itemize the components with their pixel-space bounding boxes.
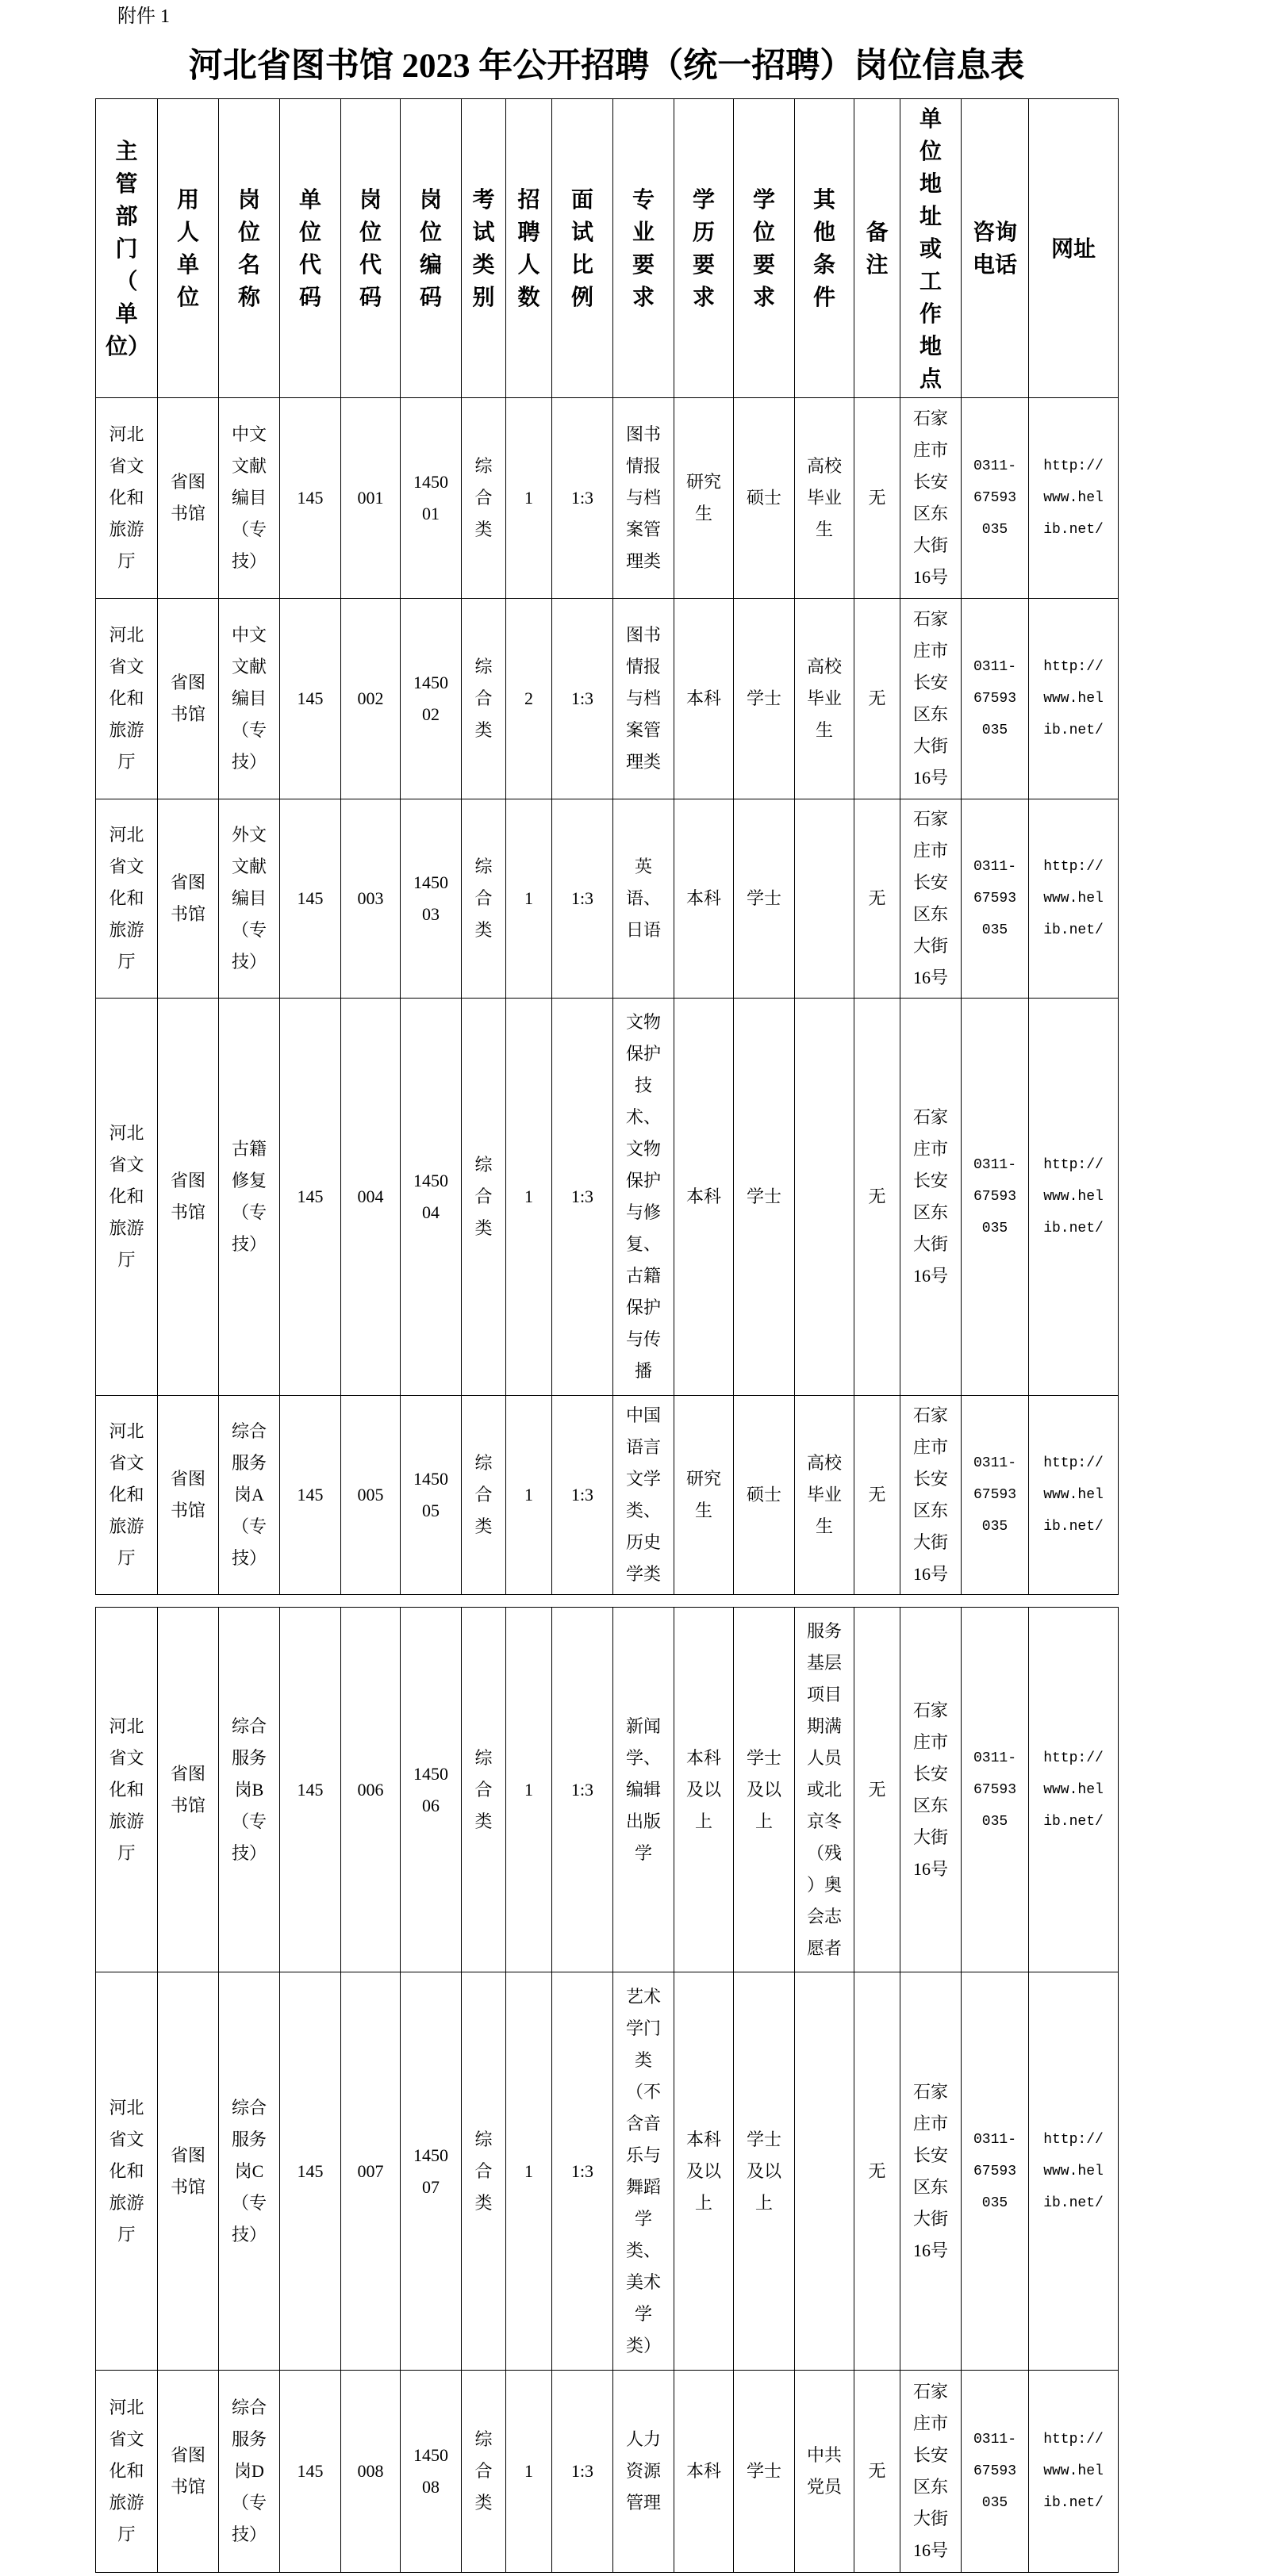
cell-department: 河北省文化和旅游厅 [96,1608,158,1972]
cell-other: 中共党员 [795,2371,854,2573]
header-position-code: 岗位代码 [341,99,401,398]
cell-position: 综合服务岗C（专技） [219,1972,280,2371]
cell-position-id: 145002 [401,599,462,799]
header-exam-type: 考试类别 [462,99,506,398]
cell-exam-type: 综合类 [462,398,506,599]
cell-employer: 省图书馆 [158,599,219,799]
cell-headcount: 1 [506,2371,552,2573]
cell-phone: 0311-67593035 [962,2371,1029,2573]
cell-degree: 学士及以上 [734,1972,795,2371]
cell-department: 河北省文化和旅游厅 [96,398,158,599]
cell-unit-code: 145 [280,1608,341,1972]
cell-position: 中文文献编目（专技） [219,398,280,599]
cell-degree: 学士及以上 [734,1608,795,1972]
cell-major: 人力资源管理 [613,2371,674,2573]
cell-other [795,999,854,1396]
cell-exam-type: 综合类 [462,2371,506,2573]
cell-headcount: 1 [506,1396,552,1595]
cell-interview-ratio: 1:3 [552,799,613,999]
cell-major: 新闻学、编辑出版学 [613,1608,674,1972]
cell-unit-code: 145 [280,2371,341,2573]
cell-position-id: 145005 [401,1396,462,1595]
cell-position-id: 145006 [401,1608,462,1972]
header-unit-code: 单位代码 [280,99,341,398]
cell-education: 本科 [674,2371,734,2573]
cell-other: 高校毕业生 [795,1396,854,1595]
cell-education: 本科及以上 [674,1608,734,1972]
cell-address: 石家庄市长安区东大街16号 [900,799,962,999]
cell-interview-ratio: 1:3 [552,1608,613,1972]
cell-employer: 省图书馆 [158,1972,219,2371]
cell-department: 河北省文化和旅游厅 [96,599,158,799]
cell-unit-code: 145 [280,799,341,999]
cell-education: 本科 [674,999,734,1396]
cell-remarks: 无 [854,1396,900,1595]
header-interview-ratio: 面试比例 [552,99,613,398]
cell-address: 石家庄市长安区东大街16号 [900,599,962,799]
cell-education: 本科 [674,599,734,799]
cell-remarks: 无 [854,2371,900,2573]
cell-address: 石家庄市长安区东大街16号 [900,999,962,1396]
cell-major: 图书情报与档案管理类 [613,599,674,799]
cell-major: 图书情报与档案管理类 [613,398,674,599]
header-position: 岗位名称 [219,99,280,398]
cell-interview-ratio: 1:3 [552,999,613,1396]
cell-department: 河北省文化和旅游厅 [96,799,158,999]
cell-major: 文物保护技术、文物保护与修复、古籍保护与传播 [613,999,674,1396]
job-table-continued [95,1607,1119,2573]
cell-unit-code: 145 [280,398,341,599]
header-headcount: 招聘人数 [506,99,552,398]
cell-position-code: 008 [341,2371,401,2573]
cell-remarks: 无 [854,999,900,1396]
page-title: 河北省图书馆 2023 年公开招聘（统一招聘）岗位信息表 [188,48,1025,85]
cell-interview-ratio: 1:3 [552,1972,613,2371]
cell-headcount: 1 [506,1972,552,2371]
cell-other [795,799,854,999]
cell-employer: 省图书馆 [158,999,219,1396]
cell-remarks: 无 [854,1972,900,2371]
cell-phone: 0311-67593035 [962,398,1029,599]
cell-position-code: 003 [341,799,401,999]
cell-unit-code: 145 [280,999,341,1396]
cell-interview-ratio: 1:3 [552,599,613,799]
cell-phone: 0311-67593035 [962,999,1029,1396]
cell-position-id: 145001 [401,398,462,599]
header-website: 网址 [1029,99,1119,398]
cell-phone: 0311-67593035 [962,799,1029,999]
header-remarks: 备注 [854,99,900,398]
header-education: 学历要求 [674,99,734,398]
cell-other: 高校毕业生 [795,398,854,599]
cell-position-code: 005 [341,1396,401,1595]
header-degree: 学位要求 [734,99,795,398]
cell-position-code: 006 [341,1608,401,1972]
cell-position-id: 145007 [401,1972,462,2371]
cell-unit-code: 145 [280,599,341,799]
cell-interview-ratio: 1:3 [552,2371,613,2573]
cell-department: 河北省文化和旅游厅 [96,1396,158,1595]
cell-employer: 省图书馆 [158,1396,219,1595]
cell-headcount: 2 [506,599,552,799]
cell-position-code: 001 [341,398,401,599]
header-position-id: 岗位编码 [401,99,462,398]
cell-address: 石家庄市长安区东大街16号 [900,1396,962,1595]
header-major: 专业要求 [613,99,674,398]
cell-website: http://www.helib.net/ [1029,999,1119,1396]
attachment-label: 附件 1 [117,6,170,27]
cell-headcount: 1 [506,1608,552,1972]
cell-phone: 0311-67593035 [962,1608,1029,1972]
cell-degree: 学士 [734,2371,795,2573]
cell-employer: 省图书馆 [158,2371,219,2573]
cell-remarks: 无 [854,599,900,799]
cell-employer: 省图书馆 [158,398,219,599]
cell-website: http://www.helib.net/ [1029,599,1119,799]
cell-address: 石家庄市长安区东大街16号 [900,398,962,599]
cell-degree: 硕士 [734,398,795,599]
cell-position-id: 145003 [401,799,462,999]
cell-position-code: 002 [341,599,401,799]
cell-unit-code: 145 [280,1972,341,2371]
cell-headcount: 1 [506,398,552,599]
cell-education: 研究生 [674,1396,734,1595]
cell-website: http://www.helib.net/ [1029,799,1119,999]
cell-other [795,1972,854,2371]
cell-position-code: 004 [341,999,401,1396]
cell-address: 石家庄市长安区东大街16号 [900,1608,962,1972]
header-department: 主管部门（单位） [96,99,158,398]
cell-department: 河北省文化和旅游厅 [96,1972,158,2371]
cell-degree: 学士 [734,999,795,1396]
cell-major: 中国语言文学类、历史学类 [613,1396,674,1595]
cell-address: 石家庄市长安区东大街16号 [900,2371,962,2573]
cell-website: http://www.helib.net/ [1029,1972,1119,2371]
cell-remarks: 无 [854,398,900,599]
cell-other: 高校毕业生 [795,599,854,799]
cell-degree: 硕士 [734,1396,795,1595]
cell-degree: 学士 [734,599,795,799]
cell-phone: 0311-67593035 [962,1972,1029,2371]
cell-department: 河北省文化和旅游厅 [96,999,158,1396]
header-phone: 咨询电话 [962,99,1029,398]
cell-unit-code: 145 [280,1396,341,1595]
cell-exam-type: 综合类 [462,999,506,1396]
job-table [95,98,1119,1595]
cell-position-code: 007 [341,1972,401,2371]
cell-major: 艺术学门类（不含音乐与舞蹈学类、美术学类） [613,1972,674,2371]
cell-phone: 0311-67593035 [962,599,1029,799]
cell-education: 本科 [674,799,734,999]
cell-website: http://www.helib.net/ [1029,1608,1119,1972]
cell-remarks: 无 [854,799,900,999]
cell-education: 本科及以上 [674,1972,734,2371]
cell-exam-type: 综合类 [462,599,506,799]
cell-position: 古籍修复（专技） [219,999,280,1396]
cell-website: http://www.helib.net/ [1029,1396,1119,1595]
cell-exam-type: 综合类 [462,1972,506,2371]
cell-position-id: 145004 [401,999,462,1396]
cell-degree: 学士 [734,799,795,999]
cell-exam-type: 综合类 [462,1396,506,1595]
cell-headcount: 1 [506,999,552,1396]
cell-exam-type: 综合类 [462,799,506,999]
cell-other: 服务基层项目期满人员或北京冬（残）奥会志愿者 [795,1608,854,1972]
cell-remarks: 无 [854,1608,900,1972]
cell-website: http://www.helib.net/ [1029,398,1119,599]
cell-interview-ratio: 1:3 [552,1396,613,1595]
cell-position: 中文文献编目（专技） [219,599,280,799]
cell-interview-ratio: 1:3 [552,398,613,599]
cell-department: 河北省文化和旅游厅 [96,2371,158,2573]
cell-position: 综合服务岗A（专技） [219,1396,280,1595]
cell-major: 英语、日语 [613,799,674,999]
cell-employer: 省图书馆 [158,1608,219,1972]
cell-position-id: 145008 [401,2371,462,2573]
cell-headcount: 1 [506,799,552,999]
header-other: 其他条件 [795,99,854,398]
cell-employer: 省图书馆 [158,799,219,999]
header-address: 单位地址或工作地点 [900,99,962,398]
header-employer: 用人单位 [158,99,219,398]
cell-exam-type: 综合类 [462,1608,506,1972]
cell-position: 综合服务岗D（专技） [219,2371,280,2573]
cell-position: 综合服务岗B（专技） [219,1608,280,1972]
cell-position: 外文文献编目（专技） [219,799,280,999]
cell-address: 石家庄市长安区东大街16号 [900,1972,962,2371]
cell-website: http://www.helib.net/ [1029,2371,1119,2573]
cell-education: 研究生 [674,398,734,599]
cell-phone: 0311-67593035 [962,1396,1029,1595]
